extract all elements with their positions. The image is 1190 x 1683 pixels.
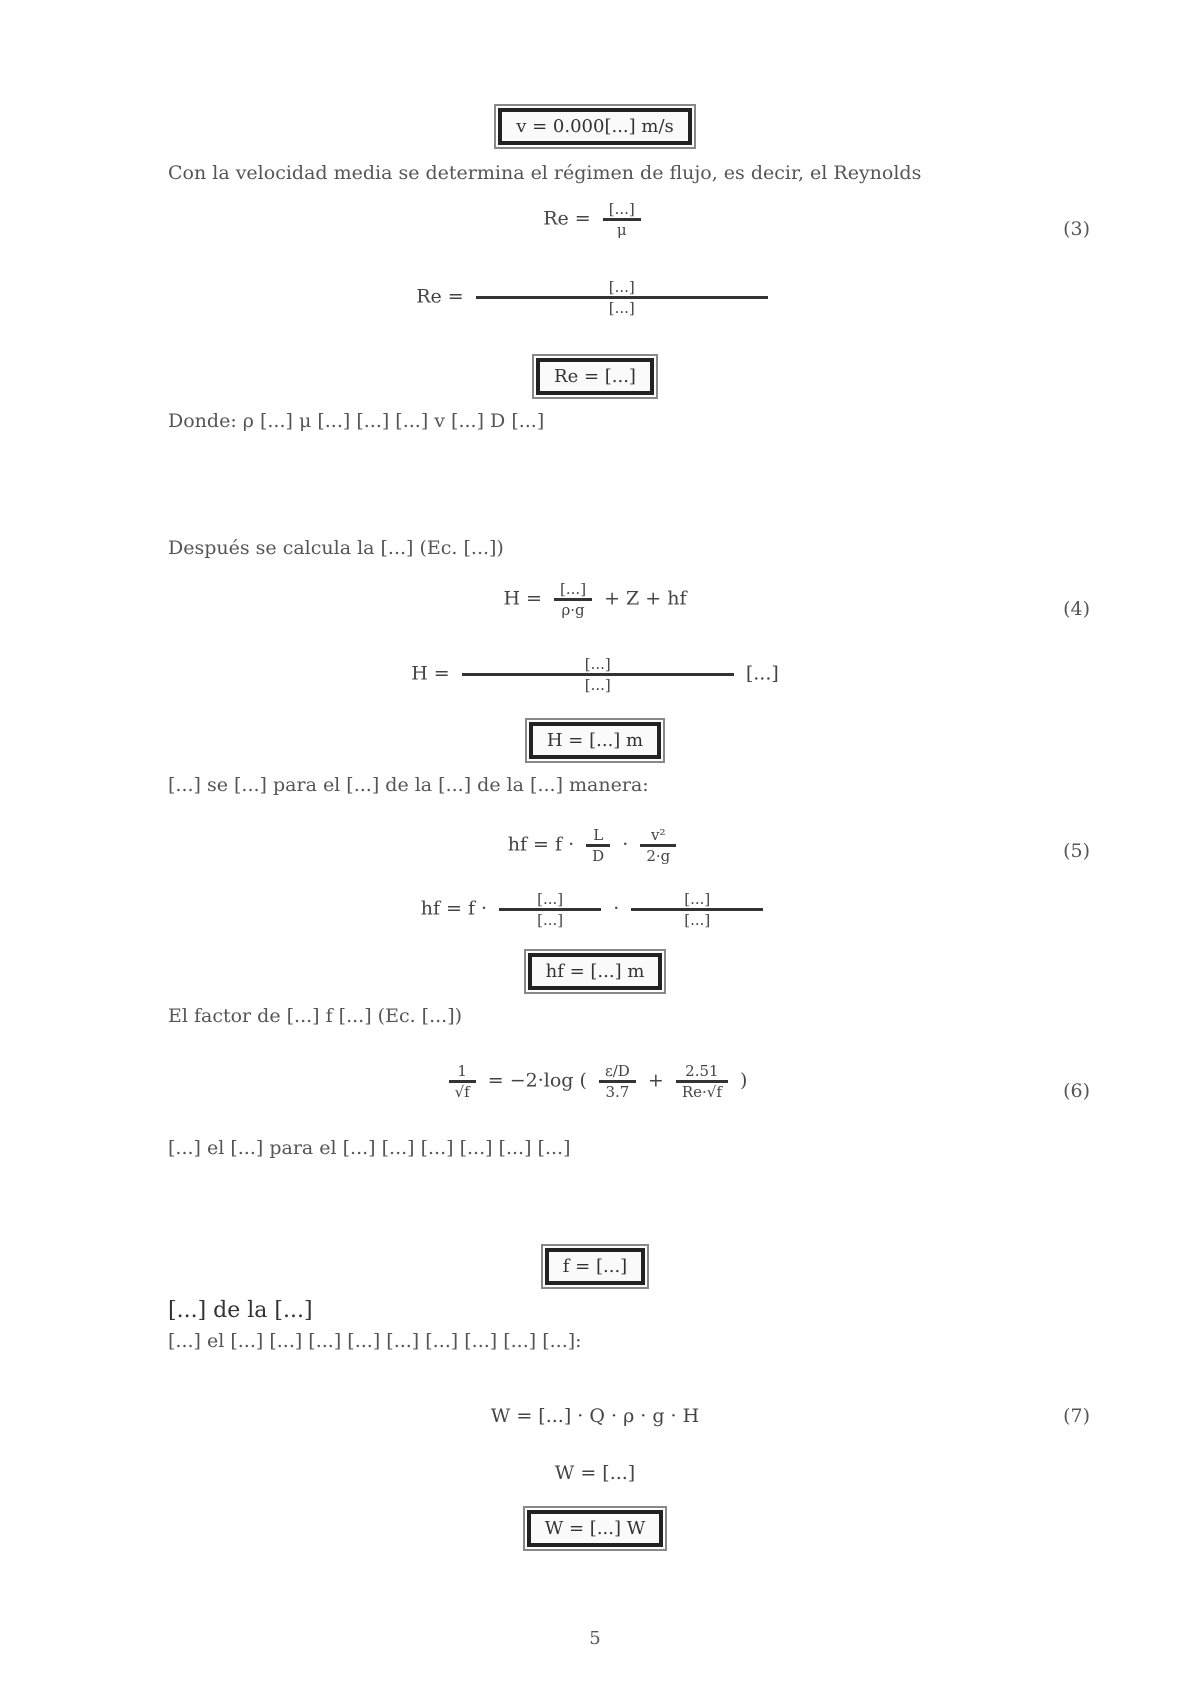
result-box-wrapper [0, 722, 1190, 759]
eq4-sub-denominator: [...] [584, 676, 611, 694]
result-box-velocity: v = 0.000[...] m/s [498, 108, 692, 145]
result-box-friction: f = [...] [545, 1248, 645, 1285]
eq5-sub-numerator-2: [...] [631, 890, 763, 911]
eq6-lhs-fraction [449, 1062, 476, 1101]
eq4-sub-tail: [...] [745, 662, 779, 685]
eq5-lhs: hf = f · [507, 833, 575, 856]
result-box-wrapper [0, 1248, 1190, 1285]
eq6-denominator-2: Re·√f [681, 1083, 722, 1101]
result-box-losses: hf = [...] m [528, 953, 663, 990]
paragraph-reynolds-intro: Con la velocidad media se determina el régimen de flujo, es decir, el Reynolds [168, 162, 922, 184]
equation-number-6: (6) [1063, 1080, 1090, 1102]
equation-number-3: (3) [1063, 218, 1090, 240]
eq5-denominator-2: 2·g [646, 847, 671, 865]
eq5-fraction-1 [586, 826, 610, 865]
paragraph-head-intro: Después se calcula la [...] (Ec. [...]) [168, 537, 504, 559]
equation-number-5: (5) [1063, 840, 1090, 862]
paragraph-power-intro: [...] el [...] [...] [...] [...] [...] [...] [...] [...] [...]: [168, 1330, 582, 1352]
eq4-tail: + Z + hf [604, 587, 687, 610]
eq4-sub-fraction [462, 655, 734, 694]
paragraph-friction-intro: El factor de [...] f [...] (Ec. [...]) [168, 1005, 463, 1027]
eq6-lhs-numerator: 1 [449, 1062, 476, 1083]
eq3-numerator: [...] [603, 200, 641, 221]
eq5-sub-fraction-2 [631, 890, 763, 929]
result-box-wrapper [0, 358, 1190, 395]
equation-4-substituted [0, 655, 1190, 694]
result-box-reynolds: Re = [...] [536, 358, 654, 395]
eq3-sub-numerator: [...] [476, 278, 768, 299]
eq5-sub-fraction-1 [499, 890, 601, 929]
eq3-fraction [603, 200, 641, 239]
eq3-denominator: μ [616, 221, 627, 239]
eq3-lhs: Re = [543, 207, 591, 230]
paragraph-donde: Donde: ρ [...] μ [...] [...] [...] v [...] D [...] [168, 410, 545, 432]
equation-4 [0, 580, 1190, 619]
paragraph-iteration: [...] el [...] para el [...] [...] [...] [...] [...] [...] [168, 1137, 571, 1159]
equation-3 [0, 200, 1190, 239]
eq5-numerator-2: v² [640, 826, 676, 847]
equation-5: hf = f · $\frac{L}{D}$ · $\frac{\text{v²}}{2\cdot g}$ [0, 826, 1190, 865]
result-box-wrapper [0, 1510, 1190, 1547]
eq5-numerator-1: L [586, 826, 610, 847]
eq4-fraction [554, 580, 592, 619]
equation-number-4: (4) [1063, 598, 1090, 620]
eq6-numerator-1: ε/D [599, 1062, 636, 1083]
equation-7-substituted [0, 1462, 1190, 1484]
eq7-text: W = [...] · Q · ρ · g · H [490, 1405, 700, 1427]
eq4-denominator: ρ·g [561, 601, 585, 619]
eq5-denominator-1: D [592, 847, 605, 865]
eq6-fraction-1 [599, 1062, 636, 1101]
equation-7 [0, 1405, 1190, 1427]
eq5-sub-lhs: hf = f · [420, 897, 488, 920]
result-box-power: W = [...] W [527, 1510, 663, 1547]
eq3-sub-denominator: [...] [608, 299, 635, 317]
eq3-sub-lhs: Re = [416, 285, 464, 308]
equation-number-7: (7) [1063, 1405, 1090, 1427]
eq4-sub-numerator: [...] [462, 655, 734, 676]
result-box-wrapper [0, 108, 1190, 145]
eq6-fraction-2 [676, 1062, 728, 1101]
eq5-sub-denominator-1: [...] [537, 911, 564, 929]
eq7-sub-text: W = [...] [554, 1462, 636, 1484]
section-heading: [...] de la [...] [168, 1298, 313, 1323]
eq4-sub-lhs: H = [411, 662, 450, 685]
eq4-numerator: [...] [554, 580, 592, 601]
eq5-sub-denominator-2: [...] [684, 911, 711, 929]
result-box-wrapper [0, 953, 1190, 990]
eq6-numerator-2: 2.51 [676, 1062, 728, 1083]
eq5-sub-numerator-1: [...] [499, 890, 601, 911]
eq6-denominator-1: 3.7 [605, 1083, 630, 1101]
equation-3-substituted [0, 278, 1190, 317]
eq6-lhs-denominator: √f [454, 1083, 470, 1101]
eq6-rhs: = −2·log ( [487, 1069, 587, 1092]
eq6-close: ) [739, 1069, 748, 1092]
eq4-lhs: H = [503, 587, 542, 610]
paragraph-losses-intro: [...] se [...] para el [...] de la [...] de la [...] manera: [168, 774, 649, 796]
eq5-fraction-2 [640, 826, 676, 865]
eq3-sub-fraction [476, 278, 768, 317]
page-number: 5 [589, 1628, 601, 1649]
equation-5-substituted: hf = f · $\frac{[...]}{[...]}$ · $\frac{[...]}{[...]}$ [0, 890, 1190, 929]
result-box-head: H = [...] m [529, 722, 661, 759]
equation-6: $\frac{1}{√f}$ = −2·log ( $\frac{\varepsilon/D}{3.7}$ + $\frac{2.51}{Re\cdot√f}$ ) [0, 1062, 1190, 1101]
